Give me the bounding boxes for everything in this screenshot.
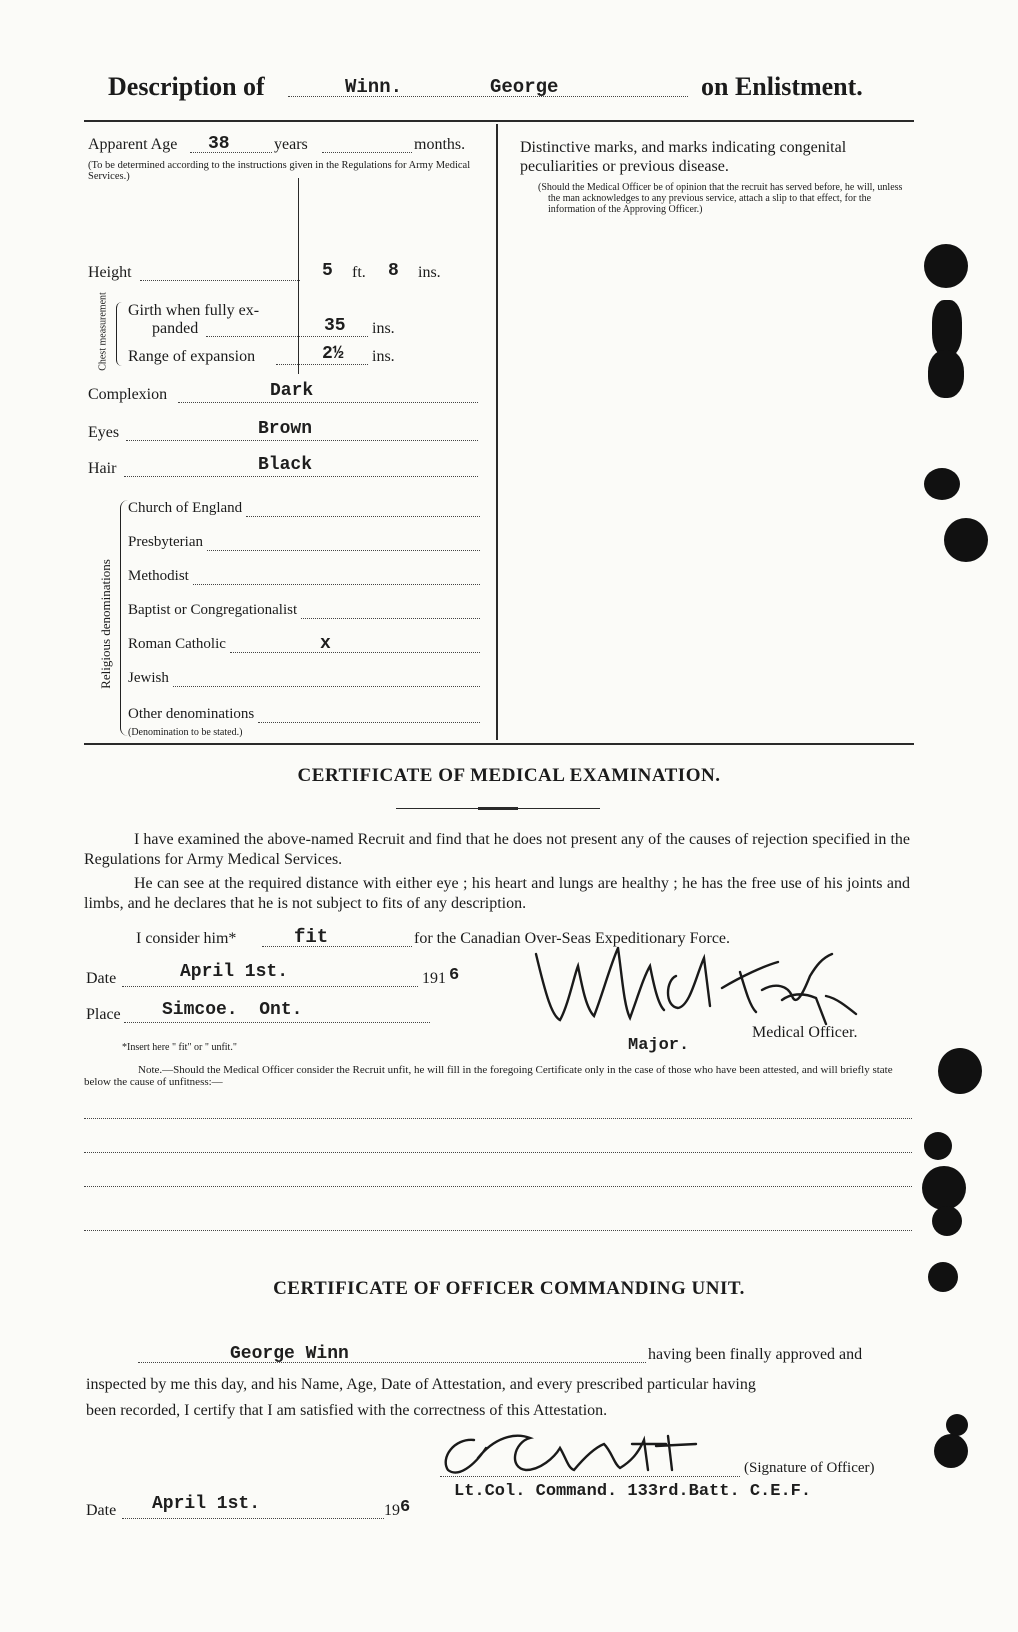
section-bottom-rule	[84, 743, 914, 745]
chest-brace	[116, 302, 125, 366]
medical-para1: I have examined the above-named Recruit and find that he does not present any of the causes of rejection specified in the Regulations for Army Medical Services.	[84, 831, 910, 868]
medical-para2: He can see at the required distance with either eye ; his heart and lungs are healthy ; he has the free use of his joints and limbs, and he declares that he is not subject to fits of any description.	[84, 875, 910, 912]
religion-line	[301, 618, 480, 619]
commanding-year-value: 6	[400, 1498, 411, 1517]
height-label: Height	[88, 264, 132, 281]
medical-officer-label: Medical Officer.	[752, 1024, 858, 1041]
medical-title: CERTIFICATE OF MEDICAL EXAMINATION.	[297, 765, 721, 786]
header-prefix: Description of	[108, 72, 265, 101]
fitness-value: fit	[294, 926, 329, 948]
hair-value: Black	[258, 455, 313, 475]
binding-hole-2	[932, 300, 962, 356]
recruit-name-line	[138, 1362, 646, 1363]
range-line	[276, 364, 368, 365]
column-divider	[496, 124, 498, 740]
medical-date-line	[122, 986, 418, 987]
girth-value: 35	[324, 316, 346, 336]
binding-hole-1	[924, 244, 968, 288]
religion-name: Methodist	[128, 568, 189, 584]
age-note: (To be determined according to the instructions given in the Regulations for Army Medical Services.)	[88, 160, 471, 182]
religion-mark: x	[320, 634, 331, 654]
girth-ins-label: ins.	[372, 320, 395, 337]
commanding-title: CERTIFICATE OF OFFICER COMMANDING UNIT.	[273, 1278, 745, 1299]
eyes-line	[126, 440, 478, 441]
complexion-label: Complexion	[88, 386, 168, 403]
measure-divider	[298, 178, 299, 374]
hair-label: Hair	[88, 460, 117, 477]
binding-hole-7	[924, 1132, 952, 1160]
binding-hole-4	[924, 468, 960, 500]
religion-line	[173, 686, 480, 687]
religion-name: Church of England	[128, 500, 243, 516]
religion-name: Other denominations	[128, 706, 255, 722]
binding-hole-9	[932, 1206, 962, 1236]
religion-name: Jewish	[128, 670, 169, 686]
binding-hole-12	[946, 1414, 968, 1436]
religion-label: Religious denominations	[98, 559, 113, 689]
medical-officer-rank: Major.	[628, 1036, 690, 1055]
ins-label: ins.	[418, 264, 441, 281]
religion-line	[246, 516, 480, 517]
unfitness-line-4	[84, 1230, 912, 1231]
range-label: Range of expansion	[128, 348, 256, 365]
place-label: Place	[86, 1006, 121, 1023]
unfitness-line-1	[84, 1118, 912, 1119]
header-suffix: on Enlistment.	[701, 72, 863, 101]
age-value: 38	[208, 134, 230, 154]
consider-suffix: for the Canadian Over-Seas Expeditionary Force.	[414, 930, 731, 947]
binding-hole-10	[928, 1262, 958, 1292]
medical-date-value: April 1st.	[180, 962, 289, 982]
other-denomination-note: (Denomination to be stated.)	[128, 727, 243, 738]
surname-value: Winn.	[345, 76, 403, 98]
binding-hole-3	[928, 350, 964, 398]
girth-label-2: panded	[152, 320, 199, 337]
recruit-name-value: George Winn	[230, 1344, 349, 1364]
months-line	[322, 152, 412, 153]
place-line	[124, 1022, 430, 1023]
medical-year-value: 6	[449, 966, 460, 985]
height-ft-value: 5	[322, 261, 333, 281]
commanding-officer-signature	[434, 1418, 734, 1478]
eyes-label: Eyes	[88, 424, 120, 441]
complexion-value: Dark	[270, 381, 314, 401]
top-rule	[84, 120, 914, 122]
commanding-line2: inspected by me this day, and his Name, Age, Date of Attestation, and every prescribed particular having	[86, 1376, 756, 1393]
religion-line	[193, 584, 480, 585]
insert-note: *Insert here " fit" or " unfit."	[122, 1042, 237, 1053]
unfitness-line-3	[84, 1186, 912, 1187]
marks-note: (Should the Medical Officer be of opinion that the recruit has served before, he will, unless the man acknowledges to any previous service, attach a slip to that effect, for the information of the Approving Officer.)	[538, 182, 903, 215]
commanding-date-line	[122, 1518, 384, 1519]
signature-line	[440, 1476, 740, 1477]
commanding-officer-title: Lt.Col. Command. 133rd.Batt. C.E.F.	[454, 1482, 812, 1501]
consider-prefix: I consider him*	[136, 930, 237, 947]
medical-title-ornament	[478, 807, 518, 810]
binding-hole-5	[944, 518, 988, 562]
place-value: Simcoe. Ont.	[162, 1000, 303, 1020]
religion-name: Baptist or Congregationalist	[128, 602, 298, 618]
religion-line	[230, 652, 480, 653]
commanding-year-prefix: 19	[384, 1502, 400, 1519]
binding-hole-8	[922, 1166, 966, 1210]
age-label: Apparent Age	[88, 136, 178, 153]
girth-line	[206, 336, 368, 337]
medical-officer-signature	[526, 936, 866, 1036]
binding-hole-11	[934, 1434, 968, 1468]
religion-line	[258, 722, 480, 723]
unfitness-line-2	[84, 1152, 912, 1153]
commanding-date-label: Date	[86, 1502, 117, 1519]
medical-year-prefix: 191	[422, 970, 446, 987]
unfit-note: Note.—Should the Medical Officer consider the Recruit unfit, he will fill in the foregoing Certificate only in the case of those who have been attested, and will briefly state below the cause of unfitness:—	[84, 1064, 893, 1088]
height-line	[140, 280, 300, 281]
range-value: 2½	[322, 344, 344, 364]
consider-line	[262, 946, 412, 947]
eyes-value: Brown	[258, 419, 313, 439]
signature-label: (Signature of Officer)	[744, 1460, 875, 1476]
complexion-line	[178, 402, 478, 403]
range-ins-label: ins.	[372, 348, 395, 365]
religion-line	[207, 550, 480, 551]
hair-line	[124, 476, 478, 477]
religion-name: Presbyterian	[128, 534, 203, 550]
religion-name: Roman Catholic	[128, 636, 226, 652]
commanding-line1-suffix: having been finally approved and	[648, 1346, 863, 1363]
years-label: years	[274, 136, 308, 153]
commanding-line3: been recorded, I certify that I am satisfied with the correctness of this Attestation.	[86, 1402, 608, 1419]
commanding-date-value: April 1st.	[152, 1494, 261, 1514]
height-in-value: 8	[388, 261, 399, 281]
medical-date-label: Date	[86, 970, 117, 987]
binding-hole-6	[938, 1048, 982, 1094]
given-name-value: George	[490, 76, 559, 98]
months-label: months.	[414, 136, 466, 153]
age-line	[190, 152, 272, 153]
marks-title: Distinctive marks, and marks indicating congenital peculiarities or previous disease.	[520, 139, 847, 175]
girth-label-1: Girth when fully ex-	[128, 302, 260, 319]
chest-label: Chest measurement	[97, 292, 109, 371]
ft-label: ft.	[352, 264, 366, 281]
